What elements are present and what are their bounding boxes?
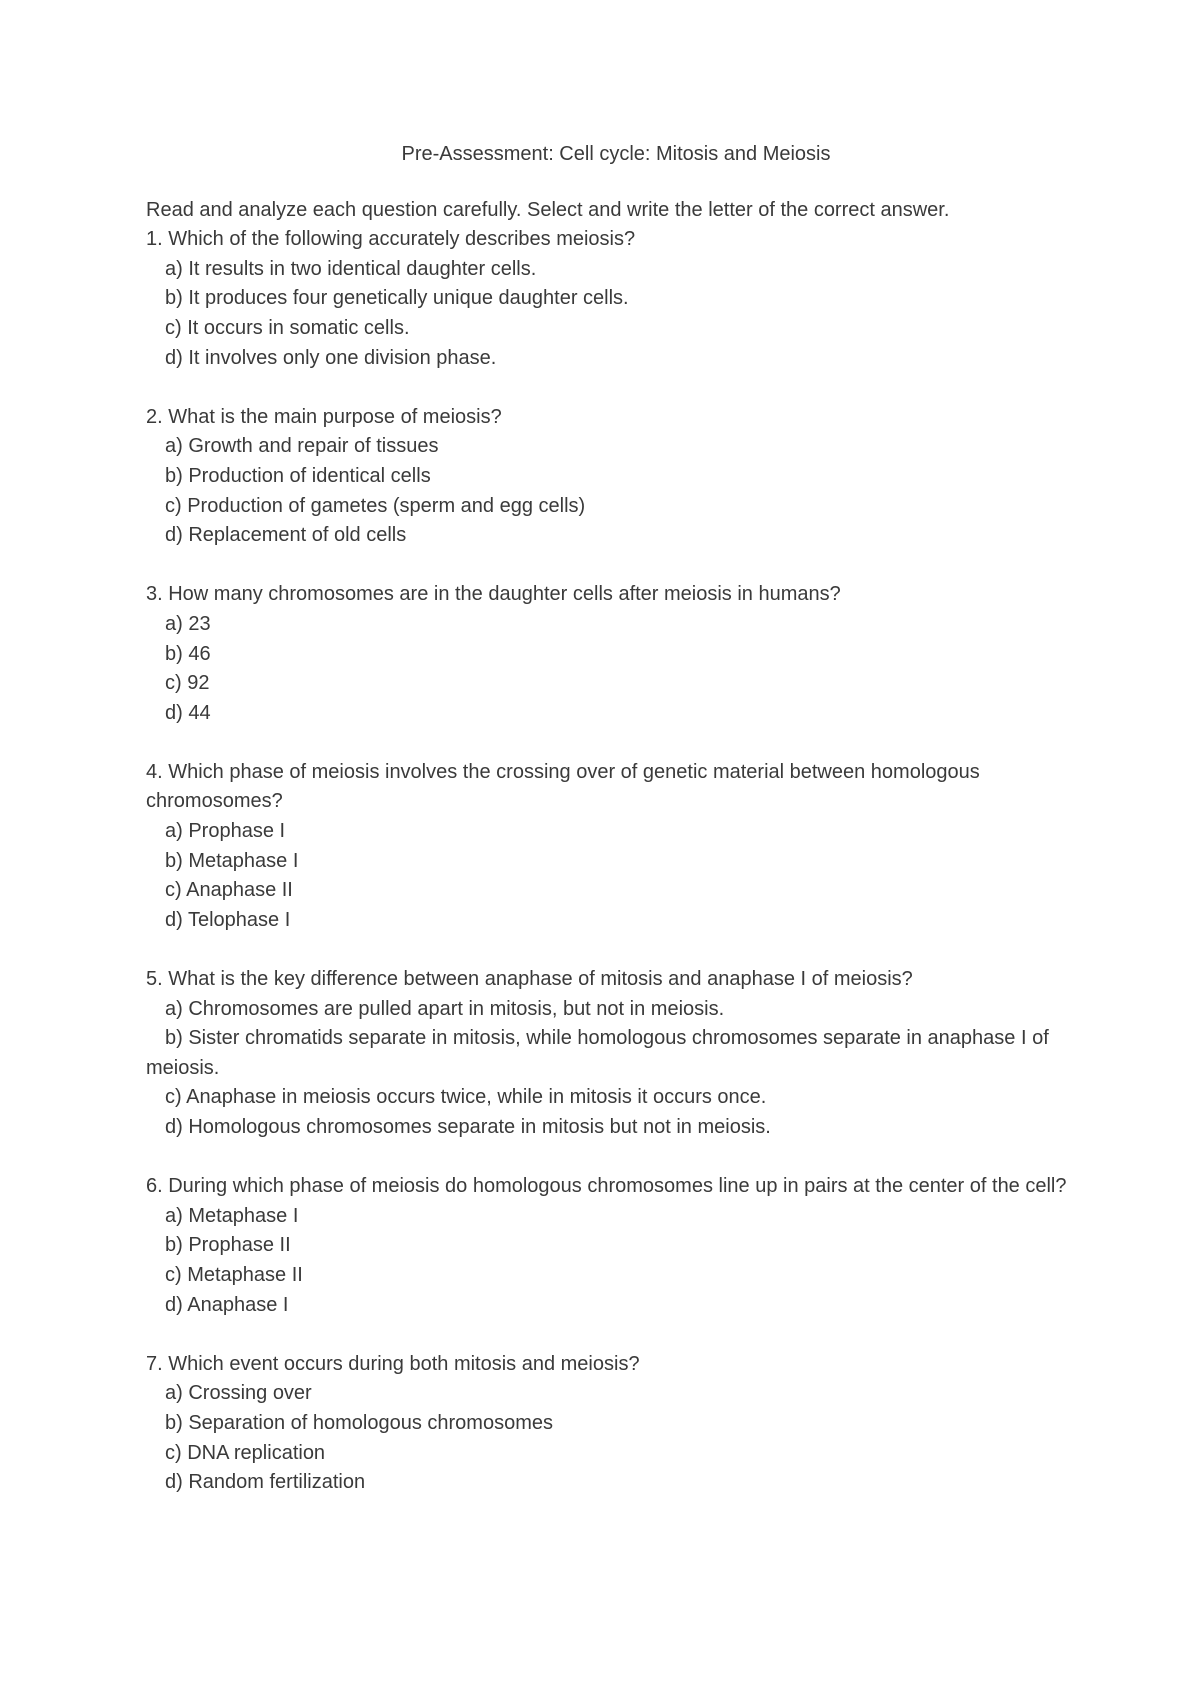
page-title: Pre-Assessment: Cell cycle: Mitosis and Meiosis	[401, 143, 831, 165]
question-6	[146, 1172, 1086, 1320]
option-c: c) Anaphase in meiosis occurs twice, while in mitosis it occurs once.	[165, 1086, 767, 1109]
option-c: c) DNA replication	[165, 1441, 326, 1464]
option-a: a) It results in two identical daughter cells.	[165, 257, 537, 280]
question-text: 6. During which phase of meiosis do homologous chromosomes line up in pairs at the center of the cell?	[146, 1175, 1067, 1198]
question-text: 4. Which phase of meiosis involves the crossing over of genetic material between homologous chromosomes?	[146, 760, 980, 813]
option-b: b) It produces four genetically unique daughter cells.	[165, 287, 629, 310]
option-d: d) It involves only one division phase.	[165, 346, 497, 369]
option-d: d) Replacement of old cells	[165, 524, 407, 547]
option-list	[146, 255, 1086, 373]
option-list	[146, 1202, 1086, 1320]
option-b: b) Metaphase I	[165, 849, 299, 872]
option-b: b) 46	[165, 642, 211, 665]
option-list	[146, 610, 1086, 728]
option-a: a) 23	[165, 612, 211, 635]
question-text: 1. Which of the following accurately describes meiosis?	[146, 228, 636, 251]
option-d: d) 44	[165, 701, 211, 724]
question-2	[146, 403, 1086, 551]
option-a: a) Growth and repair of tissues	[165, 435, 439, 458]
option-c: c) Metaphase II	[165, 1263, 303, 1286]
option-a: a) Crossing over	[165, 1382, 312, 1405]
question-text: 7. Which event occurs during both mitosis and meiosis?	[146, 1352, 640, 1375]
option-d: d) Telophase I	[165, 908, 291, 931]
document-page	[146, 140, 1086, 1527]
option-list	[146, 995, 1086, 1143]
option-b: b) Sister chromatids separate in mitosis, while homologous chromosomes separate in anaphase I of meiosis.	[146, 1027, 1049, 1079]
option-b: b) Production of identical cells	[165, 464, 431, 487]
option-list	[146, 432, 1086, 550]
option-c: c) Production of gametes (sperm and egg cells)	[165, 494, 586, 517]
question-text: 2. What is the main purpose of meiosis?	[146, 405, 502, 428]
option-b: b) Prophase II	[165, 1234, 291, 1257]
question-7	[146, 1350, 1086, 1498]
option-c: c) Anaphase II	[165, 879, 293, 902]
question-text: 3. How many chromosomes are in the daughter cells after meiosis in humans?	[146, 583, 841, 606]
question-4	[146, 758, 1086, 936]
option-c: c) 92	[165, 672, 210, 695]
option-b: b) Separation of homologous chromosomes	[165, 1411, 553, 1434]
question-text: 5. What is the key difference between anaphase of mitosis and anaphase I of meiosis?	[146, 968, 913, 991]
option-list	[146, 817, 1086, 935]
option-d: d) Homologous chromosomes separate in mitosis but not in meiosis.	[165, 1116, 771, 1138]
question-3	[146, 580, 1086, 728]
option-c: c) It occurs in somatic cells.	[165, 316, 410, 339]
option-a: a) Chromosomes are pulled apart in mitosis, but not in meiosis.	[165, 997, 725, 1020]
option-list	[146, 1379, 1086, 1497]
option-a: a) Metaphase I	[165, 1204, 299, 1227]
option-d: d) Anaphase I	[165, 1293, 289, 1316]
question-1	[146, 225, 1086, 373]
question-5	[146, 965, 1086, 1143]
instructions: Read and analyze each question carefully. Select and write the letter of the correct answer.	[146, 198, 950, 221]
option-d: d) Random fertilization	[165, 1471, 366, 1494]
option-a: a) Prophase I	[165, 820, 286, 843]
